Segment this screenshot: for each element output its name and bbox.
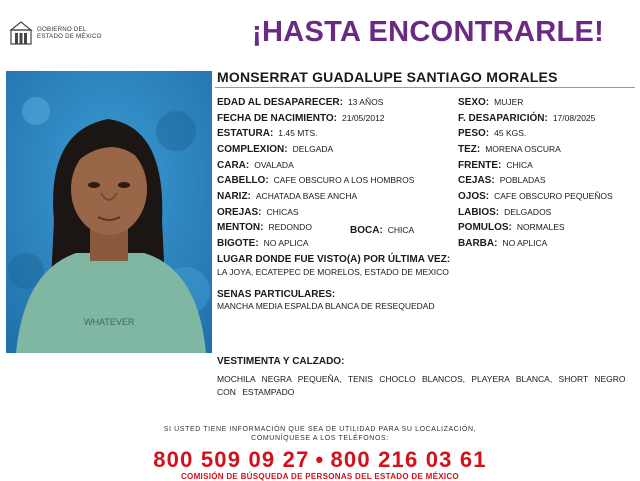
field-value: MUJER [494, 97, 524, 107]
field-label: BOCA: [350, 225, 383, 236]
commission-name: COMISIÓN DE BÚSQUEDA DE PERSONAS DEL ESTADO DE MÉXICO [180, 472, 459, 481]
logo-text-line2: ESTADO DE MÉXICO [37, 33, 102, 40]
field-label: FECHA DE NACIMIENTO: [217, 113, 337, 124]
field-label: CARA: [217, 160, 250, 171]
last-seen-label: LUGAR DONDE FUE VISTO(A) POR ÚLTIMA VEZ: [217, 254, 451, 265]
field-nariz [217, 189, 357, 203]
field-value: 21/05/2012 [342, 113, 385, 123]
shirt-print-text: WHATEVER [84, 317, 135, 327]
field-edad [217, 95, 383, 109]
field-value: DELGADOS [504, 207, 552, 217]
field-boca [350, 223, 414, 237]
field-value: NO APLICA [502, 238, 548, 248]
field-label: F. DESAPARICIÓN: [458, 113, 548, 124]
field-label: SEXO: [458, 97, 490, 108]
field-cejas [458, 173, 546, 187]
field-value: POBLADAS [499, 175, 546, 185]
field-label: TEZ: [458, 144, 481, 155]
field-peso [458, 126, 526, 140]
field-tez [458, 142, 561, 156]
bullet-separator: • [315, 447, 325, 472]
person-name: MONSERRAT GUADALUPE SANTIAGO MORALES [217, 69, 558, 85]
field-complexion [217, 142, 333, 156]
phone-number-2[interactable]: 800 216 03 61 [330, 447, 487, 472]
field-label: BARBA: [458, 238, 498, 249]
field-value: MORENA OSCURA [485, 144, 561, 154]
field-cabello [217, 173, 414, 187]
field-frente [458, 158, 533, 172]
field-value: 13 AÑOS [347, 97, 384, 107]
field-labios [458, 205, 551, 219]
coat-of-arms-icon [8, 20, 34, 46]
clothing-label: VESTIMENTA Y CALZADO: [217, 356, 345, 367]
field-value: NO APLICA [263, 238, 309, 248]
contact-info-line2: COMUNÍQUESE A LOS TELÉFONOS: [251, 435, 389, 442]
contact-info-line1: SI USTED TIENE INFORMACIÓN QUE SEA DE UTILIDAD PARA SU LOCALIZACIÓN, [163, 426, 477, 433]
field-value: CAFE OBSCURO A LOS HOMBROS [273, 175, 415, 185]
divider [215, 87, 635, 88]
field-value: 17/08/2025 [552, 113, 596, 123]
field-label: EDAD AL DESAPARECER: [217, 97, 343, 108]
last-seen-value: LA JOYA, ECATEPEC DE MORELOS, ESTADO DE MEXICO [217, 267, 449, 277]
field-label: CABELLO: [217, 175, 269, 186]
field-ojos [458, 189, 613, 203]
field-value: CHICA [387, 225, 415, 235]
marks-value: MANCHA MEDIA ESPALDA BLANCA DE RESEQUEDAD [217, 301, 435, 311]
field-label: FRENTE: [458, 160, 502, 171]
field-value: CHICA [506, 160, 533, 170]
phone-numbers [0, 447, 640, 473]
field-label: COMPLEXION: [217, 144, 288, 155]
field-label: ESTATURA: [217, 128, 274, 139]
field-fecha-desaparicion [458, 111, 595, 125]
field-label: OREJAS: [217, 207, 262, 218]
field-bigote [217, 236, 309, 250]
field-label: NARIZ: [217, 191, 251, 202]
field-orejas [217, 205, 299, 219]
field-value: 45 KGS. [494, 128, 527, 138]
field-barba [458, 236, 547, 250]
field-label: MENTON: [217, 222, 264, 233]
field-value: 1.45 MTS. [278, 128, 318, 138]
field-value: DELGADA [292, 144, 334, 154]
field-label: LABIOS: [458, 207, 500, 218]
field-label: CEJAS: [458, 175, 495, 186]
field-value: CHICAS [266, 207, 299, 217]
clothing-value: MOCHILA NEGRA PEQUEÑA, TENIS CHOCLO BLANCOS, PLAYERA BLANCA, SHORT NEGRO CON ESTAMPADO [217, 374, 626, 397]
field-cara [217, 158, 294, 172]
field-label: POMULOS: [458, 222, 512, 233]
marks-label: SENAS PARTICULARES: [217, 289, 336, 300]
headline: ¡HASTA ENCONTRARLE! [252, 16, 605, 48]
field-value: ACHATADA BASE ANCHA [255, 191, 358, 201]
field-label: OJOS: [458, 191, 490, 202]
field-value: OVALADA [254, 160, 294, 170]
field-value: CAFE OBSCURO PEQUEÑOS [494, 191, 613, 201]
field-label: BIGOTE: [217, 238, 259, 249]
missing-person-photo [6, 71, 212, 353]
field-sexo [458, 95, 523, 109]
field-value: NORMALES [516, 222, 565, 232]
field-estatura [217, 126, 318, 140]
field-menton [217, 220, 312, 234]
government-logo [8, 20, 120, 46]
field-label: PESO: [458, 128, 490, 139]
phone-number-1[interactable]: 800 509 09 27 [153, 447, 310, 472]
logo-text-line1: GOBIERNO DEL [37, 26, 87, 33]
field-fecha-nacimiento [217, 111, 385, 125]
field-pomulos [458, 220, 565, 234]
field-value: REDONDO [268, 222, 312, 232]
